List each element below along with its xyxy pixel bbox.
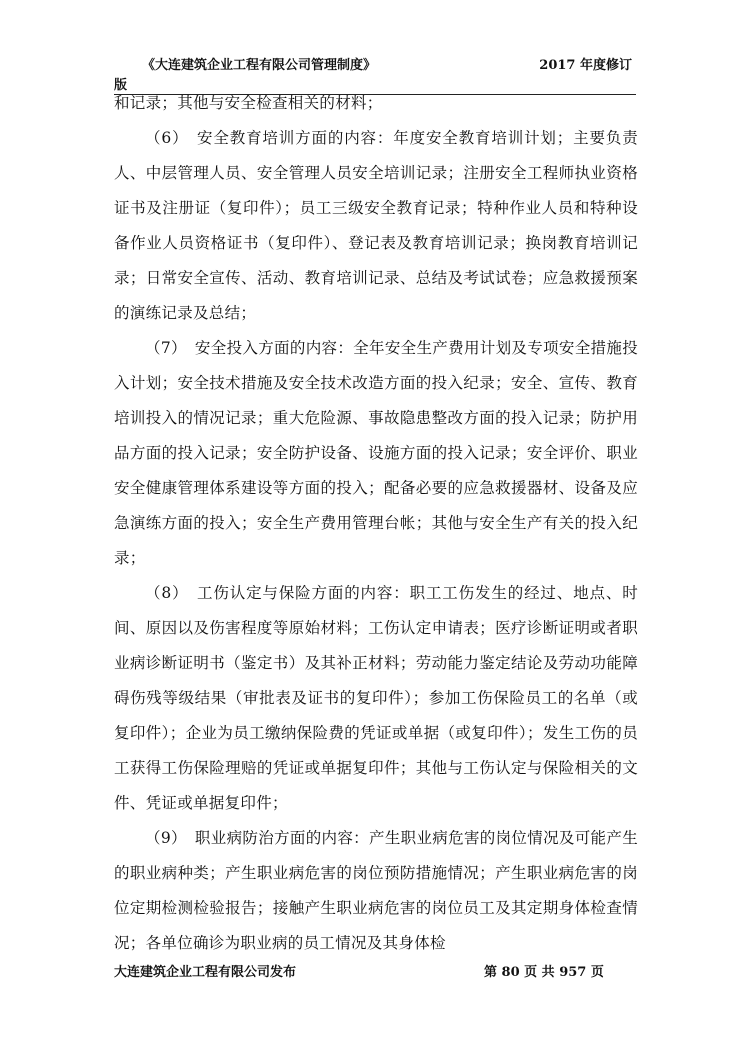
paragraph-injury-insurance: （8） 工伤认定与保险方面的内容：职工工伤发生的经过、地点、时间、原因以及伤害程度等原始材料；工伤认定申请表；医疗诊断证明或者职业病诊断证明书（鉴定书）及其补正材料；劳动能力鉴定结论及劳动功能障碍伤残等级结果（审批表及证书的复印件）；参加工伤保险员工的名单（或复印件）；企业为员工缴纳保险费的凭证或单据（或复印件）；发生工伤的员工获得工伤保险理赔的凭证或单据复印件；其他与工伤认定与保险相关的文件、凭证或单据复印件；	[114, 584, 638, 812]
paragraph-occupational-disease: （9） 职业病防治方面的内容：产生职业病危害的岗位情况及可能产生的职业病种类；产生职业病危害的岗位预防措施情况；产生职业病危害的岗位定期检测检验报告；接触产生职业病危害的岗位员工及其定期身体检查情况；各单位确诊为职业病的员工情况及其身体检	[114, 829, 638, 952]
header-edition: 2017 年度修订	[539, 58, 632, 73]
paragraph-continuation: 和记录；其他与安全检查相关的材料；	[114, 94, 383, 112]
footer-publisher: 大连建筑企业工程有限公司发布	[114, 965, 297, 980]
header-title: 《大连建筑企业工程有限公司管理制度》	[142, 58, 377, 73]
footer-page-number: 第 80 页 共 957 页	[484, 965, 604, 980]
paragraph-safety-investment: （7） 安全投入方面的内容：全年安全生产费用计划及专项安全措施投入计划；安全技术措施及安全技术改造方面的投入纪录；安全、宣传、教育培训投入的情况记录；重大危险源、事故隐患整改方面的投入记录；防护用品方面的投入记录；安全防护设备、设施方面的投入记录；安全评价、职业安全健康管理体系建设等方面的投入；配备必要的应急救援器材、设备及应急演练方面的投入；安全生产费用管理台帐；其他与安全生产有关的投入纪录；	[114, 339, 638, 567]
page-footer	[114, 961, 638, 981]
header-edition-tail: 版	[114, 78, 128, 93]
document-body	[114, 86, 638, 961]
paragraph-safety-training: （6） 安全教育培训方面的内容：年度安全教育培训计划；主要负责人、中层管理人员、安全管理人员安全培训记录；注册安全工程师执业资格证书及注册证（复印件）；员工三级安全教育记录；特种作业人员和特种设备作业人员资格证书（复印件）、登记表及教育培训记录；换岗教育培训记录；日常安全宣传、活动、教育培训记录、总结及考试试卷；应急救援预案的演练记录及总结；	[114, 129, 638, 322]
